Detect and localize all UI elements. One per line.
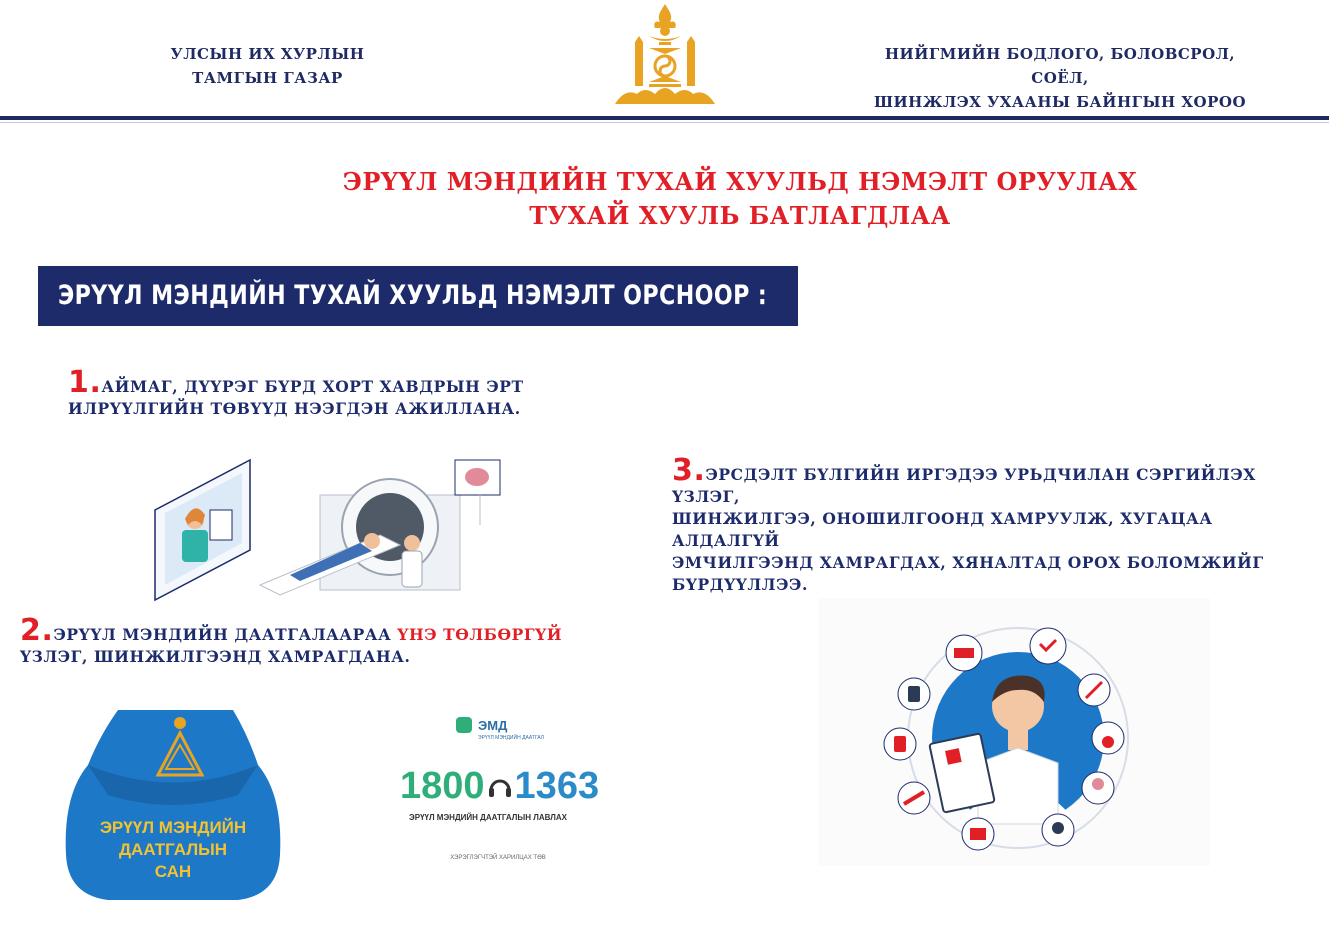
emd-brand-sub: ЭРҮҮЛ МЭНДИЙН ДААТГАЛ	[478, 735, 544, 741]
item-1-line2: ИЛРҮҮЛГИЙН ТӨВҮҮД НЭЭГДЭН АЖИЛЛАНА.	[68, 399, 521, 418]
item-2-text: ЭРҮҮЛ МЭНДИЙН ДААТГАЛААРАА	[53, 625, 398, 644]
header-right-line2: ШИНЖЛЭХ УХААНЫ БАЙНГЫН ХОРОО	[873, 93, 1247, 111]
item-3-line2: ШИНЖИЛГЭЭ, ОНОШИЛГООНД ХАМРУУЛЖ, ХУГАЦАА АЛДАЛГҮЙ	[672, 509, 1213, 550]
page-title	[250, 165, 1230, 233]
header-right-org	[860, 42, 1260, 114]
insurance-card-line3: САН	[154, 862, 192, 881]
title-line2: ТУХАЙ ХУУЛЬ БАТЛАГДЛАА	[529, 201, 951, 230]
item-2-number: 2.	[20, 613, 54, 648]
insurance-fund-card	[58, 705, 288, 905]
hotline-number	[400, 765, 599, 808]
item-1-number: 1.	[68, 365, 102, 400]
hotline-footer: ХЭРЭГЛЭГЧТЭЙ ХАРИЛЦАХ ТӨВ	[450, 855, 546, 861]
item-3	[672, 453, 1312, 596]
emd-brand	[456, 717, 507, 733]
item-1	[68, 365, 628, 420]
item-2	[20, 613, 620, 668]
hotline-card	[338, 705, 620, 885]
header-left-org	[125, 42, 410, 90]
header-right-line1: НИЙГМИЙН БОДЛОГО, БОЛОВСРОЛ, СОЁЛ,	[884, 45, 1236, 87]
header-left-line1: УЛСЫН ИХ ХУРЛЫН	[170, 45, 365, 63]
item-3-line1: ЭРСДЭЛТ БҮЛГИЙН ИРГЭДЭЭ УРЬДЧИЛАН СЭРГИЙЛЭХ ҮЗЛЭГ,	[672, 465, 1256, 506]
hotline-caption: ЭРҮҮЛ МЭНДИЙН ДААТГАЛЫН ЛАВЛАХ	[409, 813, 567, 822]
item-3-line3: ЭМЧИЛГЭЭНД ХАМРАГДАХ, ХЯНАЛТАД ОРОХ БОЛОМЖИЙГ	[672, 553, 1264, 572]
hotline-number-left: 1800	[400, 765, 485, 807]
header-divider-thin	[0, 122, 1329, 123]
title-line1: ЭРҮҮЛ МЭНДИЙН ТУХАЙ ХУУЛЬД НЭМЭЛТ ОРУУЛАХ	[342, 167, 1138, 196]
item-2-line2: ҮЗЛЭГ, ШИНЖИЛГЭЭНД ХАМРАГДАНА.	[20, 647, 411, 666]
doctor-services-illustration	[818, 598, 1210, 866]
mri-clinic-illustration	[150, 455, 510, 605]
section-banner-text: ЭРҮҮЛ МЭНДИЙН ТУХАЙ ХУУЛЬД НЭМЭЛТ ОРСНООР :	[58, 280, 768, 311]
hotline-number-right: 1363	[514, 765, 600, 807]
item-3-number: 3.	[672, 453, 706, 488]
insurance-card-line1: ЭРҮҮЛ МЭНДИЙН	[99, 818, 247, 837]
item-2-highlight: ҮНЭ ТӨЛБӨРГҮЙ	[397, 625, 563, 644]
item-1-line1: АЙМАГ, ДҮҮРЭГ БҮРД ХОРТ ХАВДРЫН ЭРТ	[101, 377, 524, 396]
insurance-card-text	[78, 817, 268, 883]
item-3-line4: БҮРДҮҮЛЛЭЭ.	[672, 575, 808, 594]
headset-icon	[487, 774, 513, 800]
header-left-line2: ТАМГЫН ГАЗАР	[192, 69, 343, 87]
emd-logo-icon	[456, 717, 472, 733]
header-divider	[0, 116, 1329, 120]
soyombo-emblem-icon	[605, 2, 725, 106]
insurance-card-line2: ДААТГАЛЫН	[118, 840, 228, 859]
emd-brand-text: ЭМД	[478, 717, 508, 733]
